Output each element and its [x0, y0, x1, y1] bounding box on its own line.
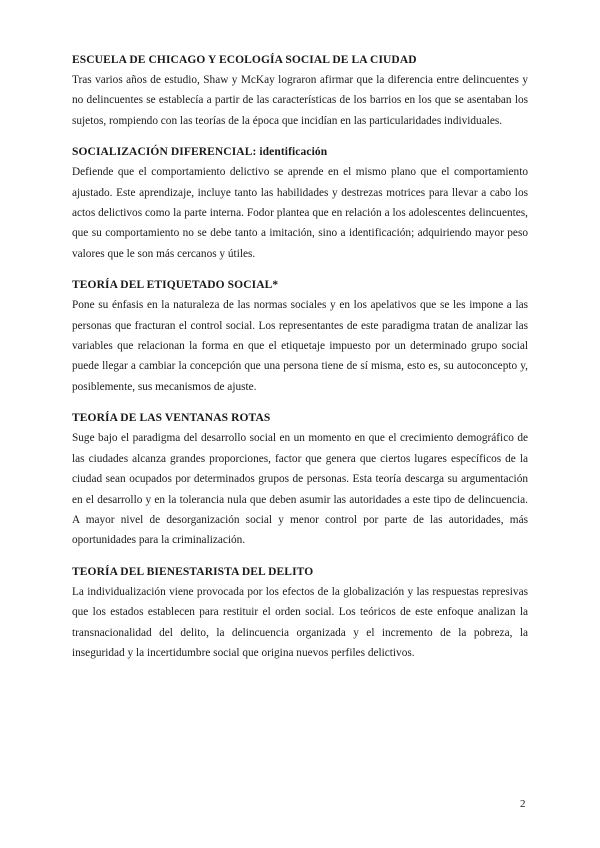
- section-etiquetado-social: [72, 275, 528, 397]
- section-heading: SOCIALIZACIÓN DIFERENCIAL: identificación: [72, 146, 328, 159]
- section-bienestarista-delito: [72, 562, 528, 664]
- section-ventanas-rotas: [72, 408, 528, 550]
- section-heading: TEORÍA DEL BIENESTARISTA DEL DELITO: [72, 565, 314, 578]
- section-socializacion-diferencial: [72, 142, 528, 264]
- section-heading: TEORÍA DEL ETIQUETADO SOCIAL*: [72, 279, 279, 292]
- section-body: Defiende que el comportamiento delictivo se aprende en el mismo plano que el comportamiento ajustado. Este aprendizaje, incluye tanto las habilidades y destrezas motrices para llevar a cabo los actos delictivos como la parte interna. Fodor plantea que en relación a los adolescentes delincuentes, que su comportamiento no se debe tanto a imitación, sino a identificación; adquiriendo mayor peso valores que le son más cercanos y útiles.: [72, 166, 528, 260]
- section-heading: TEORÍA DE LAS VENTANAS ROTAS: [72, 412, 271, 425]
- section-body: La individualización viene provocada por los efectos de la globalización y las respuestas represivas que los estados establecen para restituir el orden social. Los teóricos de este enfoque analizan la transnacionalidad del delito, la delincuencia organizada y el incremento de la pobreza, la inseguridad y la incertidumbre social que origina nuevos perfiles delictivos.: [72, 585, 528, 659]
- section-escuela-chicago: [72, 50, 528, 131]
- page-number: 2: [520, 798, 526, 810]
- section-body: Pone su énfasis en la naturaleza de las normas sociales y en los apelativos que se les impone a las personas que fracturan el control social. Los representantes de este paradigma tratan de analizar las variables que relacionan la forma en que el etiquetaje impuesto por un determinado grupo social puede llegar a cambiar la concepción que una persona tiene de sí misma, esto es, su autoconcepto y, posiblemente, sus mecanismos de ajuste.: [72, 299, 528, 393]
- page-content: [72, 50, 528, 674]
- section-body: Tras varios años de estudio, Shaw y McKay lograron afirmar que la diferencia entre delincuentes y no delincuentes se establecía a partir de las características de los barrios en los que se asentaban los sujetos, rompiendo con las teorías de la época que incidían en las particularidades individuales.: [72, 74, 528, 127]
- section-heading: ESCUELA DE CHICAGO Y ECOLOGÍA SOCIAL DE LA CIUDAD: [72, 54, 417, 66]
- section-body: Suge bajo el paradigma del desarrollo social en un momento en que el crecimiento demográfico de las ciudades alcanza grandes proporciones, factor que genera que ciertos lugares específicos de la ciudad sean ocupados por determinados grupos de personas. Esta teoría descarga su argumentación en el desarrollo y en la tolerancia nula que deben asumir las autoridades a este tipo de delincuencia. A mayor nivel de desorganización social y menor control por parte de las autoridades, más oportunidades para la criminalización.: [72, 432, 528, 547]
